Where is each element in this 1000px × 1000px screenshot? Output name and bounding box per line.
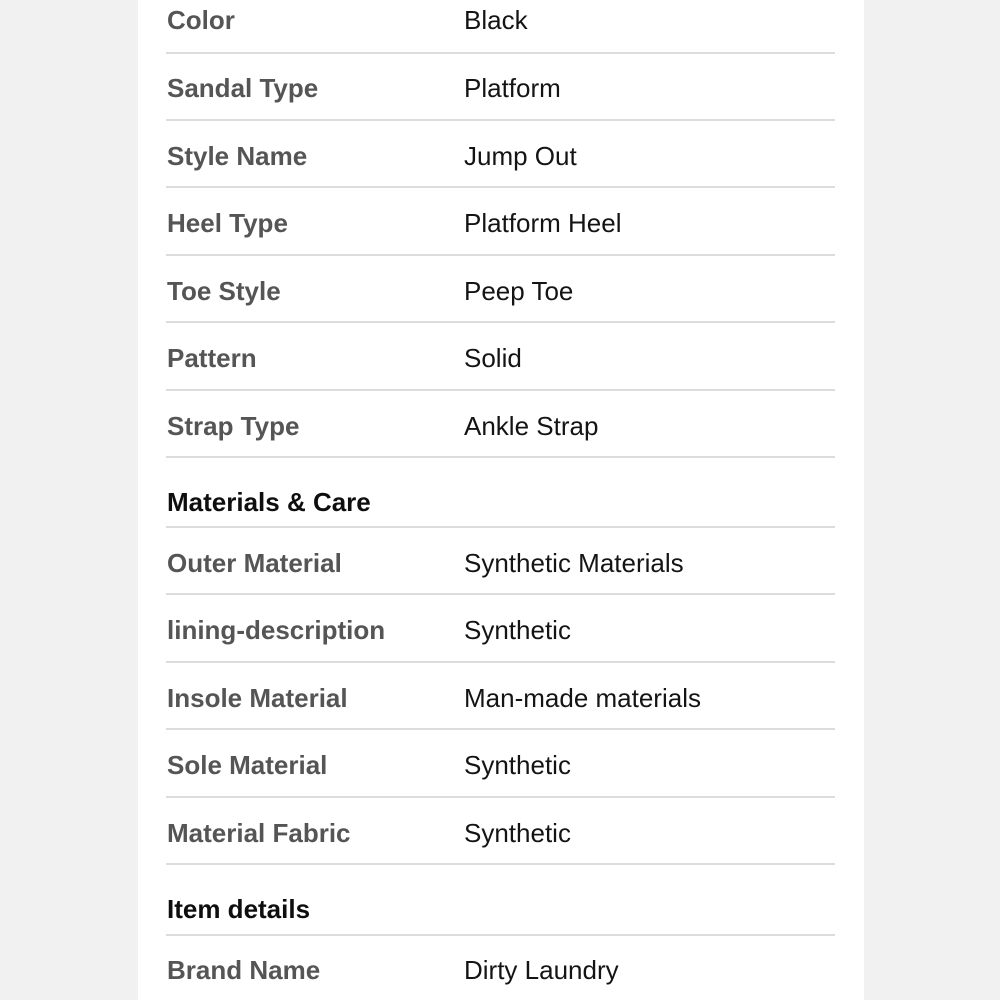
spec-row-insole-material (166, 663, 835, 730)
section-title: Materials & Care (167, 487, 371, 517)
spec-row-brand-name (166, 936, 835, 1000)
spec-label: Sole Material (167, 750, 328, 780)
spec-row-color (166, 0, 835, 54)
spec-value: Peep Toe (464, 276, 574, 306)
spec-row-heel-type (166, 189, 835, 256)
spec-row-outer-material (166, 528, 835, 595)
spec-row-lining-description (166, 596, 835, 663)
spec-value: Jump Out (464, 141, 577, 171)
spec-value: Dirty Laundry (464, 955, 619, 985)
spec-label: Sandal Type (167, 73, 319, 103)
spec-label: Toe Style (167, 276, 281, 306)
spec-row-strap-type (166, 391, 835, 458)
spec-label: Strap Type (167, 411, 300, 441)
spec-label: Insole Material (167, 683, 348, 713)
section-title: Item details (167, 894, 311, 924)
spec-label: Color (167, 5, 235, 35)
spec-row-material-fabric (166, 798, 835, 865)
spec-row-style-name (166, 121, 835, 188)
spec-label: Brand Name (167, 955, 321, 985)
spec-value: Solid (464, 343, 522, 373)
spec-label: Heel Type (167, 208, 288, 238)
spec-value: Synthetic (464, 750, 571, 780)
spec-label: Style Name (167, 141, 308, 171)
spec-value: Synthetic (464, 615, 571, 645)
spec-value: Ankle Strap (464, 411, 599, 441)
spec-value: Synthetic Materials (464, 548, 684, 578)
spec-label: Outer Material (167, 548, 342, 578)
spec-value: Synthetic (464, 818, 571, 848)
spec-row-toe-style (166, 256, 835, 323)
item-details-heading (166, 866, 835, 936)
spec-value: Platform (464, 73, 561, 103)
spec-value: Man-made materials (464, 683, 701, 713)
materials-care-heading (166, 458, 835, 528)
spec-row-sandal-type (166, 54, 835, 121)
spec-value: Platform Heel (464, 208, 622, 238)
spec-row-pattern (166, 324, 835, 391)
spec-label: Pattern (167, 343, 257, 373)
spec-label: lining-description (167, 615, 386, 645)
spec-row-sole-material (166, 731, 835, 798)
spec-value: Black (464, 5, 528, 35)
spec-label: Material Fabric (167, 818, 351, 848)
